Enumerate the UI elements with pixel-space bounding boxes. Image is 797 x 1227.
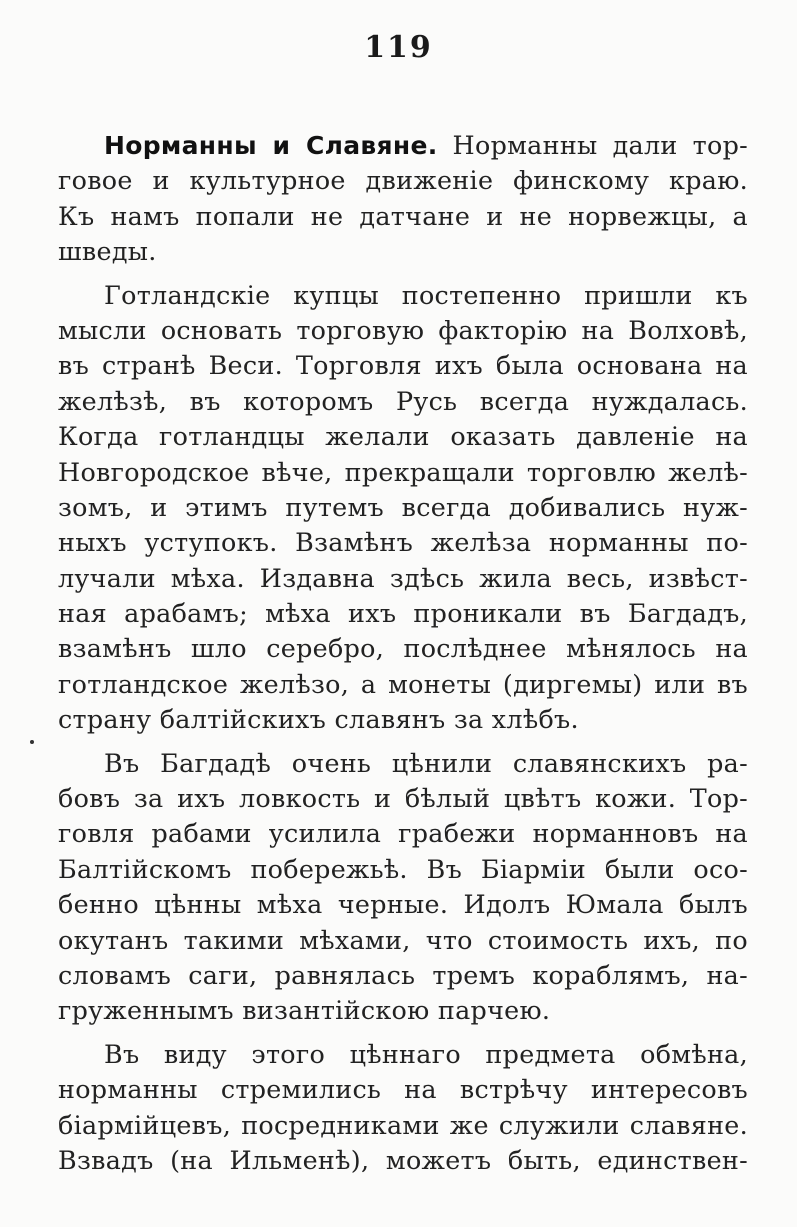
paragraph-2 xyxy=(58,278,748,738)
text-line: готландское желѣзо, а монеты (диргемы) или въ xyxy=(58,668,748,699)
text-line: зомъ, и этимъ путемъ всегда добивались нуж- xyxy=(58,491,748,522)
text-line: Въ Багдадѣ очень цѣнили славянскихъ ра- xyxy=(104,747,748,778)
text-line: говля рабами усилила грабежи норманновъ на xyxy=(58,818,748,849)
text-line: желѣзѣ, въ которомъ Русь всегда нуждалась. xyxy=(58,385,748,416)
section-heading: Норманны и Славяне. xyxy=(104,131,438,160)
margin-dot-mark xyxy=(30,740,34,744)
text-line: въ странѣ Веси. Торговля ихъ была основана на xyxy=(58,350,748,381)
text-body xyxy=(58,128,748,1178)
text-line: бенно цѣнны мѣха черные. Идолъ Юмала былъ xyxy=(58,889,748,920)
text-line xyxy=(58,128,748,163)
paragraph-3 xyxy=(58,746,748,1029)
text-line-content: Норманны дали тор- xyxy=(452,130,749,160)
text-line: говое и культурное движеніе финскому краю. xyxy=(58,165,748,196)
text-line: Когда готландцы желали оказать давленіе на xyxy=(58,421,748,452)
text-line: бовъ за ихъ ловкость и бѣлый цвѣтъ кожи. Тор- xyxy=(58,783,748,814)
text-line: страну балтійскихъ славянъ за хлѣбъ. xyxy=(58,704,579,735)
text-line: словамъ саги, равнялась тремъ кораблямъ, на- xyxy=(58,959,748,990)
text-line: Взвадъ (на Ильменѣ), можетъ быть, единствен- xyxy=(58,1144,748,1175)
paragraph-4 xyxy=(58,1037,748,1179)
paragraph-gap xyxy=(58,1029,748,1037)
text-line: шведы. xyxy=(58,236,157,267)
text-line: ная арабамъ; мѣха ихъ проникали въ Багдадъ, xyxy=(58,598,748,629)
text-line: Балтійскомъ побережьѣ. Въ Біарміи были осо- xyxy=(58,853,748,884)
text-line: біармійцевъ, посредниками же служили славяне. xyxy=(58,1109,748,1140)
text-line: груженнымъ византійскою парчею. xyxy=(58,995,551,1026)
paragraph-gap xyxy=(58,270,748,278)
text-line: Въ виду этого цѣннаго предмета обмѣна, xyxy=(104,1038,748,1069)
text-line: мысли основать торговую факторію на Волховѣ, xyxy=(58,314,748,345)
text-line: взамѣнъ шло серебро, послѣднее мѣнялось на xyxy=(58,633,748,664)
text-line: окутанъ такими мѣхами, что стоимость ихъ, по xyxy=(58,924,748,955)
text-line: ныхъ уступокъ. Взамѣнъ желѣза норманны по- xyxy=(58,527,748,558)
page-number: 119 xyxy=(364,30,433,65)
text-line: Готландскіе купцы постепенно пришли къ xyxy=(104,279,748,310)
text-line: Новгородское вѣче, прекращали торговлю желѣ- xyxy=(58,456,748,487)
text-line: норманны стремились на встрѣчу интересовъ xyxy=(58,1074,748,1105)
text-line: Къ намъ попали не датчане и не норвежцы, а xyxy=(58,200,748,231)
paragraph-1 xyxy=(58,128,748,270)
paragraph-gap xyxy=(58,738,748,746)
text-line: лучали мѣха. Издавна здѣсь жила весь, извѣст- xyxy=(58,562,748,593)
